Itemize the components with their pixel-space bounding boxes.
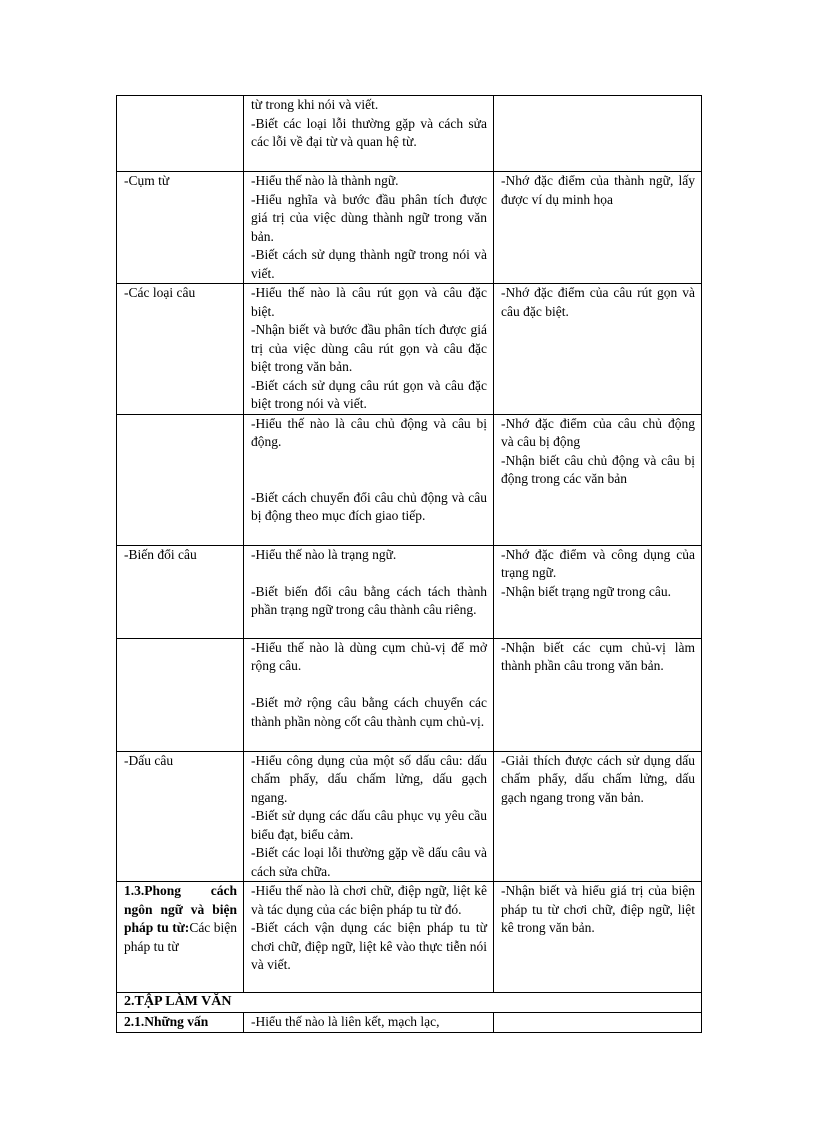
text-line: -Biết các loại lỗi thường gặp về dấu câu và cách sửa chữa.	[251, 845, 487, 879]
text-line: -Biết mở rộng câu bằng cách chuyển các thành phần nòng cốt câu thành cụm chủ-vị.	[251, 695, 487, 729]
cell-notes	[494, 284, 702, 415]
spacer	[251, 470, 487, 489]
table-row	[117, 638, 702, 751]
cell-requirements	[244, 638, 494, 751]
text-line: -Biết cách chuyển đổi câu chủ động và câu bị động theo mục đích giao tiếp.	[251, 489, 487, 523]
text-line: -Nhận biết trạng ngữ trong câu.	[501, 583, 672, 599]
text-line: -Hiểu thế nào là dùng cụm chủ-vị để mở rộng câu.	[251, 639, 487, 673]
table-row	[117, 414, 702, 545]
section-row	[117, 993, 702, 1013]
cell-topic	[117, 545, 244, 638]
cell-requirements	[244, 882, 494, 993]
cell-topic	[117, 96, 244, 172]
text-line: -Hiểu thế nào là câu rút gọn và câu đặc biệt.	[251, 285, 487, 319]
spacer	[251, 564, 487, 583]
text-line: -Hiểu thế nào là trạng ngữ.	[251, 546, 397, 562]
text-line: -Nhớ đặc điểm của câu rút gọn và câu đặc biệt.	[501, 285, 695, 319]
cell-requirements	[244, 172, 494, 284]
topic-label: -Dấu câu	[124, 752, 174, 768]
text-line: -Nhận biết câu chủ động và câu bị động trong các văn bản	[501, 452, 695, 486]
spacer	[251, 676, 487, 695]
text-line: -Hiểu thế nào là câu chủ động và câu bị động.	[251, 415, 487, 449]
table-row	[117, 284, 702, 415]
cell-topic	[117, 751, 244, 882]
text-line: -Biết cách sử dụng câu rút gọn và câu đặc biệt trong nói và viết.	[251, 377, 487, 411]
curriculum-table	[116, 95, 702, 1033]
cell-topic	[117, 882, 244, 993]
text-line: -Hiểu công dụng của một số dấu câu: dấu chấm phẩy, dấu chấm lửng, dấu gạch ngang.	[251, 752, 487, 805]
text-line: -Hiểu thế nào là chơi chữ, điệp ngữ, liệt kê và tác dụng của các biện pháp tu từ đó.	[251, 883, 487, 917]
topic-label: -Cụm từ	[124, 173, 170, 188]
text-line: -Biết cách sử dụng thành ngữ trong nói và viết.	[251, 247, 487, 281]
cell-notes	[494, 751, 702, 882]
text-line: -Hiểu nghĩa và bước đầu phân tích được giá trị của việc dùng thành ngữ trong văn bản.	[251, 191, 487, 244]
table-row	[117, 172, 702, 284]
cell-requirements	[244, 96, 494, 172]
text-line: -Nhận biết và bước đầu phân tích được giá trị của việc dùng câu rút gọn và câu đặc biệt trong văn bản.	[251, 322, 487, 374]
cell-notes	[494, 96, 702, 172]
table-row	[117, 882, 702, 993]
text-line: -Biết sử dụng các dấu câu phục vụ yêu cầu biểu đạt, biểu cảm.	[251, 808, 487, 842]
topic-label: Các biện pháp tu từ	[124, 920, 238, 954]
cell-requirements: -Hiểu thế nào là liên kết, mạch lạc,	[244, 1013, 494, 1033]
cell-topic	[117, 284, 244, 415]
cell-notes	[494, 638, 702, 751]
cell-topic: 2.1.Những vấn	[117, 1013, 244, 1033]
cell-requirements	[244, 284, 494, 415]
cell-notes	[494, 545, 702, 638]
text-line: -Biết biến đổi câu bằng cách tách thành phần trạng ngữ trong câu thành câu riêng.	[251, 583, 487, 617]
text-line: -Biết các loại lỗi thường gặp và cách sửa các lỗi về đại từ và quan hệ từ.	[251, 115, 487, 149]
section-heading: 2.TẬP LÀM VĂN	[117, 993, 702, 1013]
text-line: -Biết cách vận dụng các biện pháp tu từ chơi chữ, điệp ngữ, liệt kê vào thực tiễn nói và viết.	[251, 920, 487, 972]
text-line: -Nhớ đặc điểm của thành ngữ, lấy được ví dụ minh họa	[501, 173, 695, 207]
cell-notes	[494, 882, 702, 993]
cell-topic	[117, 638, 244, 751]
text-line: -Giải thích được cách sử dụng dấu chấm phẩy, dấu chấm lửng, dấu gạch ngang trong văn bản.	[501, 752, 695, 805]
text-line: -Nhận biết các cụm chủ-vị làm thành phần câu trong văn bản.	[501, 639, 695, 673]
table-row	[117, 96, 702, 172]
table-row	[117, 751, 702, 882]
text-line: -Nhận biết và hiểu giá trị của biện pháp tu từ chơi chữ, điệp ngữ, liệt kê trong văn bản.	[501, 883, 695, 935]
cell-topic	[117, 414, 244, 545]
cell-notes	[494, 172, 702, 284]
cell-requirements	[244, 414, 494, 545]
cell-notes	[494, 1013, 702, 1033]
cell-topic	[117, 172, 244, 284]
topic-label: -Các loại câu	[124, 285, 196, 300]
topic-label: -Biến đổi câu	[124, 546, 197, 562]
topic-heading: 1.3.Phong cách ngôn ngữ và biện pháp tu từ:	[124, 883, 237, 935]
text-line: -Nhớ đặc điểm và công dụng của trạng ngữ.	[501, 546, 695, 580]
text-line: -Hiểu thế nào là thành ngữ.	[251, 173, 399, 188]
cell-notes	[494, 414, 702, 545]
cell-requirements	[244, 751, 494, 882]
text-line: từ trong khi nói và viết.	[251, 97, 379, 112]
cell-requirements	[244, 545, 494, 638]
spacer	[251, 452, 487, 471]
table-row	[117, 1013, 702, 1033]
table-row	[117, 545, 702, 638]
text-line: -Nhớ đặc điểm của câu chủ động và câu bị động	[501, 415, 695, 449]
